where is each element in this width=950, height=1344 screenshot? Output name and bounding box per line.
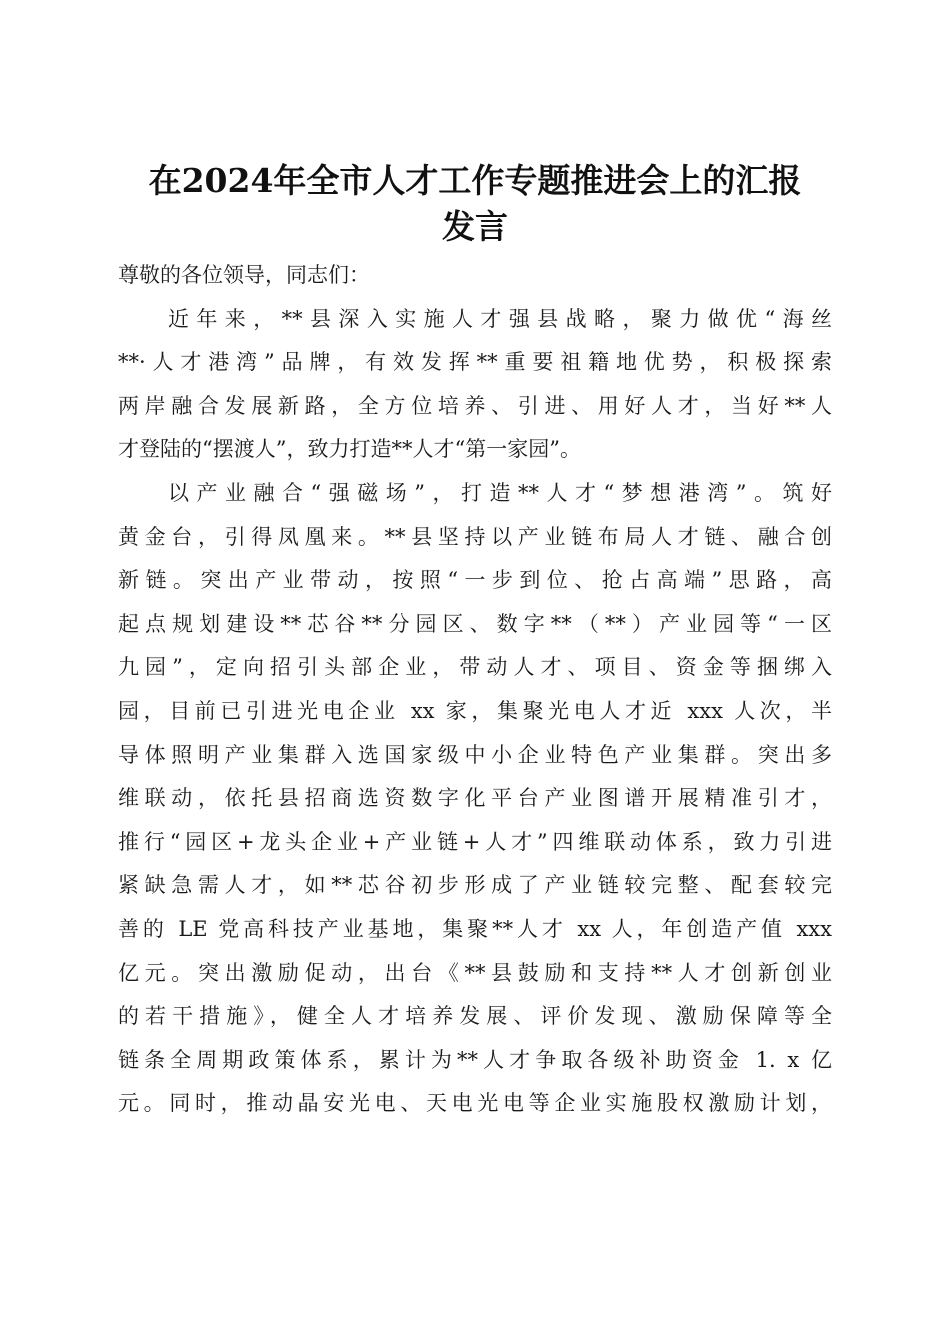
title-line-2: 发言: [442, 207, 508, 247]
paragraph-1-line-4: 才登陆的“摆渡人”，致力打造**人才“第一家园”。: [118, 437, 581, 462]
paragraph-2-line-13: 的若干措施》，健全人才培养发展、评价发现、激励保障等全: [118, 1004, 832, 1029]
paragraph-2-line-11: 善的 LE 党高科技产业基地，集聚**人才 xx 人，年创造产值 xxx: [118, 916, 832, 941]
document-body: [118, 254, 832, 1126]
paragraph-2-line-5: 九园”，定向招引头部企业，带动人才、项目、资金等捆绑入: [118, 655, 832, 680]
paragraph-1-line-2: **·人才港湾”品牌，有效发挥**重要祖籍地优势，积极探索: [118, 350, 832, 375]
paragraph-2-line-10: 紧缺急需人才，如**芯谷初步形成了产业链较完整、配套较完: [118, 873, 832, 898]
paragraph-2-line-12: 亿元。突出激励促动，出台《**县鼓励和支持**人才创新创业: [118, 960, 832, 985]
paragraph-2-line-8: 维联动，依托县招商选资数字化平台产业图谱开展精准引才，: [118, 786, 832, 811]
paragraph-1-line-1: 近年来，**县深入实施人才强县战略，聚力做优“海丝: [168, 306, 832, 331]
paragraph-2-line-3: 新链。突出产业带动，按照“一步到位、抢占高端”思路，高: [118, 568, 832, 593]
paragraph-2-line-6: 园，目前已引进光电企业 xx 家，集聚光电人才近 xxx 人次，半: [118, 698, 832, 723]
paragraph-2-line-9: 推行“园区+龙头企业+产业链+人才”四维联动体系，致力引进: [118, 829, 832, 854]
document-title: [118, 158, 832, 250]
paragraph-2-line-1: 以产业融合“强磁场”，打造**人才“梦想港湾”。筑好: [168, 480, 832, 505]
paragraph-2-line-14: 链条全周期政策体系，累计为**人才争取各级补助资金 1. x 亿: [118, 1047, 832, 1072]
title-line-1: 在2024年全市人才工作专题推进会上的汇报: [148, 161, 802, 201]
paragraph-2-line-15: 元。同时，推动晶安光电、天电光电等企业实施股权激励计划，: [118, 1091, 832, 1116]
paragraph-1-line-3: 两岸融合发展新路，全方位培养、引进、用好人才，当好**人: [118, 393, 832, 418]
paragraph-2-line-7: 导体照明产业集群入选国家级中小企业特色产业集群。突出多: [118, 742, 832, 767]
salutation: 尊敬的各位领导，同志们：: [118, 263, 370, 287]
paragraph-2-line-2: 黄金台，引得凤凰来。**县坚持以产业链布局人才链、融合创: [118, 524, 832, 549]
paragraph-2-line-4: 起点规划建设**芯谷**分园区、数字**（**）产业园等“一区: [118, 611, 832, 636]
